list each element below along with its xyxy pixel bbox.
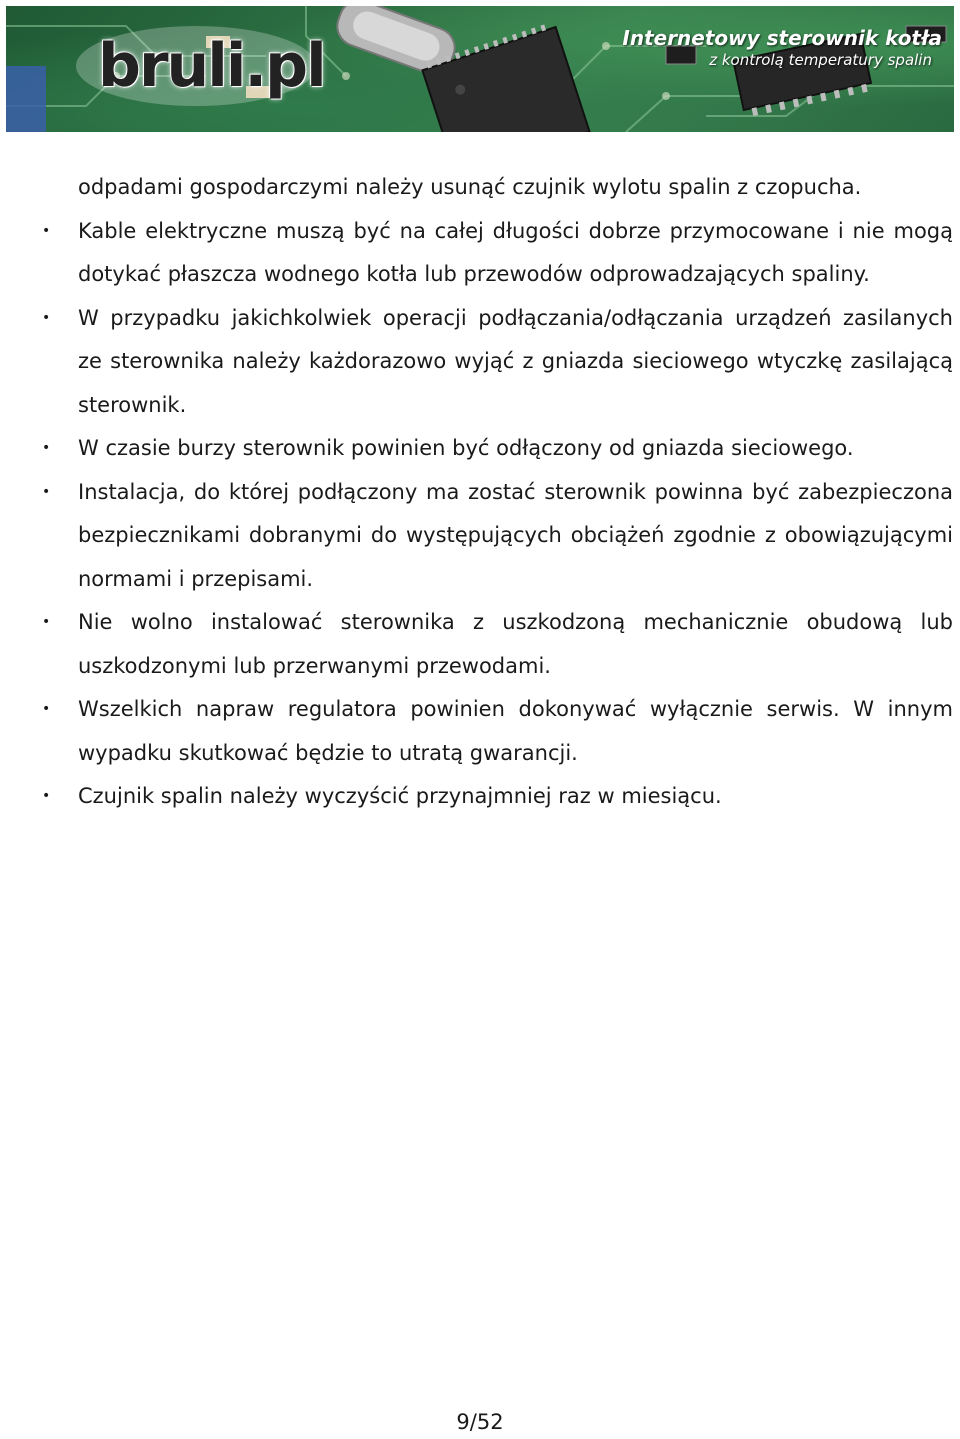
safety-list	[42, 210, 953, 819]
list-item	[42, 471, 953, 602]
list-item-text: W przypadku jakichkolwiek operacji podłączania/odłączania urządzeń zasilanych ze sterownika należy każdorazowo wyjąć z gniazda sieciowego wtyczkę zasilającą sterownik.	[78, 305, 953, 417]
continuation-paragraph: odpadami gospodarczymi należy usunąć czujnik wylotu spalin z czopucha.	[78, 175, 862, 199]
list-item-text: Nie wolno instalować sterownika z uszkodzoną mechanicznie obudową lub uszkodzonymi lub przerwanymi przewodami.	[78, 610, 953, 678]
list-item-text: Wszelkich napraw regulatora powinien dokonywać wyłącznie serwis. W innym wypadku skutkować będzie to utratą gwarancji.	[78, 697, 953, 765]
list-item	[42, 688, 953, 775]
list-item	[42, 775, 953, 819]
bullet-icon: •	[42, 440, 51, 456]
page-number: 9/52	[456, 1410, 504, 1434]
list-item	[42, 210, 953, 297]
bullet-icon: •	[42, 788, 51, 804]
header-tagline	[622, 26, 942, 70]
list-item	[42, 427, 953, 471]
header-banner	[6, 6, 954, 132]
list-item-text: W czasie burzy sterownik powinien być odłączony od gniazda sieciowego.	[78, 436, 854, 460]
bullet-icon: •	[42, 222, 51, 239]
bullet-icon: •	[42, 483, 51, 500]
list-item-text: Instalacja, do której podłączony ma zostać sterownik powinna być zabezpieczona bezpiecznikami dobranymi do występujących obciążeń zgodnie z obowiązującymi normami i przepisami.	[78, 479, 953, 591]
list-item-text: Kable elektryczne muszą być na całej długości dobrze przymocowane i nie mogą dotykać płaszcza wodnego kotła lub przewodów odprowadzających spaliny.	[78, 218, 953, 286]
tagline-subtitle: z kontrolą temperatury spalin	[709, 51, 932, 69]
list-item	[42, 601, 953, 688]
bullet-icon: •	[42, 309, 51, 326]
document-body	[42, 166, 953, 819]
bullet-icon: •	[42, 701, 51, 717]
list-item-text: Czujnik spalin należy wyczyścić przynajmniej raz w miesiącu.	[78, 784, 722, 808]
tagline-title: Internetowy sterownik kotła	[622, 26, 942, 50]
list-item	[42, 297, 953, 428]
site-logo: bruli.pl	[98, 31, 325, 101]
bullet-icon: •	[42, 614, 51, 630]
